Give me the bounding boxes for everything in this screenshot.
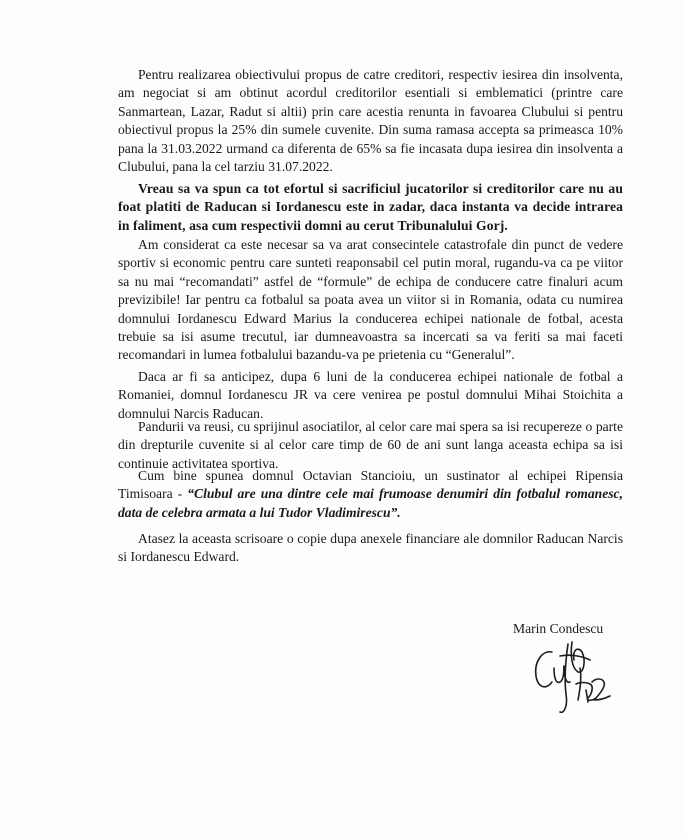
paragraph-consequences: Am considerat ca este necesar sa va arat consecintele catastrofale din punct de vedere sportiv si economic pentru care sunteti reaponsabil cel putin moral, rugandu-va ca pe viitor sa nu mai “recomandati” astfel de “formule” de echipa de conducere catre finaluri acum previzibile! Iar pentru ca fotbalul sa poata avea un viitor si in Romania, odata cu numirea domnului Iordanescu Edward Marius la conducerea echipei nationale de fotbal, acesta trebuie sa isi asume trecutul, iar dumneavoastra sa incercati sa va feriti sa mai faceti recomandari in lumea fotbalului bazandu-va pe prietenia cu “Generalul”.: [118, 237, 623, 363]
paragraph-bold-statement: Vreau sa va spun ca tot efortul si sacrificiul jucatorilor si creditorilor care nu au foat platiti de Raducan si Iordanescu este in zadar, daca instanta va decide intrarea in faliment, asa cum respectivii domni au cerut Tribunalului Gorj.: [118, 181, 623, 233]
paragraph-pandurii: Pandurii va reusi, cu sprijinul asociatilor, al celor care mai spera sa isi recupereze o parte din drepturile cuvenite si al celor care timp de 60 de ani sunt langa aceasta echipa sa isi continuie activitatea sportiva.: [118, 419, 623, 471]
quote-text: “Clubul are una dintre cele mai frumoase denumiri din fotbalul romanesc, data de celebra armata a lui Tudor Vladimirescu”.: [118, 486, 623, 520]
signatory-name: Marin Condescu: [513, 621, 604, 636]
paragraph-attachment: Atasez la aceasta scrisoare o copie dupa anexele financiare ale domnilor Raducan Narcis si Iordanescu Edward.: [118, 531, 623, 565]
handwritten-signature: [530, 638, 620, 718]
quote-lead-text: Cum bine spunea domnul Octavian Stancioiu, un sustinator al echipei Ripensia Timisoara -: [118, 468, 623, 502]
paragraph-creditors-agreement: Pentru realizarea obiectivului propus de catre creditori, respectiv iesirea din insolventa, am negociat si am obtinut acordul creditorilor esentiali si emblematici (printre care Sanmartean, Lazar, Radut si altii) prin care acestia renunta in favoarea Clubului si pentru obiectivul propus la 25% din sumele cuvenite. Din suma ramasa accepta sa primeasca 10% pana la 31.03.2022 urmand ca diferenta de 65% sa fie incasata dupa iesirea din insolventa a Clubului, pana la cel tarziu 31.07.2022.: [118, 67, 623, 175]
paragraph-quote: [118, 467, 623, 522]
paragraph-anticipation: Daca ar fi sa anticipez, dupa 6 luni de la conducerea echipei nationale de fotbal a Romaniei, domnul Iordanescu JR va cere venirea pe postul domnului Mihai Stoichita a domnului Narcis Raducan.: [118, 369, 623, 421]
